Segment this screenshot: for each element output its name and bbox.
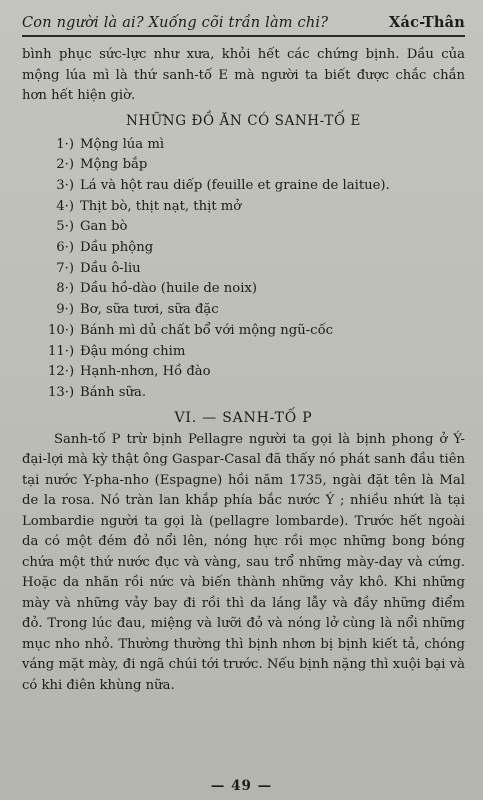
list-item-text: Mộng bắp (80, 157, 148, 173)
list-item (48, 321, 465, 342)
list-item-number: 3·) (56, 177, 74, 193)
list-item-text: Dầu hồ-dào (huile de noix) (80, 281, 258, 297)
list-item (48, 135, 465, 156)
list-item (48, 176, 465, 197)
list-item-number: 13·) (48, 384, 75, 400)
list-item (48, 279, 465, 300)
list-item-number: 9·) (56, 302, 74, 318)
list-item (48, 197, 465, 218)
running-head (22, 14, 465, 37)
section-title: VI. — SANH-TỐ P (174, 409, 313, 426)
section-paragraph: Sanh-tố P trừ bịnh Pellagre người ta gọi là bịnh phong ở Ý-đại-lợi mà kỳ thật ông Gaspar-Casal đã thấy nó phát sanh đầu tiên tại nước Y-pha-nho (Espagne) hồi năm 1735, ngài đặt tên là Mal de la rosa. Nó tràn lan khắp phía bắc nước Ý ; nhiều nhứt là tại Lombardie người ta gọi là (pellagre lombarde). Trước hết ngoài da có một đém đỏ nổi lên, nóng hực rồi mọc những bong bóng chứa một thứ nước đục và vàng, sau trổ những mày-day và cứng. Hoặc da nhăn rồi nức và biến thành những vảy khô. Khi những mày và những vảy bay đi rồi thì da láng lẫy và đầy những điểm đỏ. Trong lúc đau, miệng và lưỡi đỏ và nóng lở cùng là nổi những mục nho nhỏ. Thường thường thì bịnh nhơn bị bịnh kiết tả, chóng váng mặt mày, đi ngã chúi tới trước. Nếu bịnh nặng thì xuội bại và có khi điên khùng nữa. (22, 431, 465, 693)
list-item-text: Bơ, sữa tươi, sữa đặc (80, 302, 219, 318)
list-item-text: Lá và hột rau diếp (feuille et graine de laitue). (80, 177, 390, 193)
list-item (48, 259, 465, 280)
list-item (48, 300, 465, 321)
list-item-text: Bánh sữa. (80, 384, 147, 400)
page-number: — 49 — (210, 778, 273, 794)
list-item-text: Gan bò (80, 219, 128, 235)
list-item-number: 12·) (48, 364, 75, 380)
running-head-author: Xác-Thân (389, 14, 465, 31)
list-item (48, 155, 465, 176)
foods-list (22, 135, 465, 404)
list-item (48, 342, 465, 363)
list-item-text: Hạnh-nhơn, Hồ đào (80, 364, 211, 380)
list-item-number: 8·) (56, 281, 74, 297)
list-item-number: 4·) (56, 198, 74, 214)
running-head-title: Con người là ai? Xuống cõi trần làm chi? (22, 15, 329, 31)
list-item-number: 11·) (48, 343, 75, 359)
intro-paragraph: bình phục sức-lực như xưa, khỏi hết các chứng bịnh. Dầu của mộng lúa mì là thứ sanh-tố E mà người ta biết được chắc chắn hơn hết hiện giờ. (22, 47, 465, 103)
list-item-text: Thịt bò, thịt nạt, thịt mở (80, 198, 242, 214)
list-item (48, 217, 465, 238)
list-item-number: 2·) (56, 157, 74, 173)
list-item (48, 362, 465, 383)
list-item-text: Dầu phộng (80, 240, 154, 256)
list-item-number: 10·) (48, 322, 75, 338)
list-item-number: 1·) (56, 136, 74, 152)
list-item-text: Mộng lúa mì (80, 136, 165, 152)
foods-heading: NHỮNG ĐỒ ĂN CÓ SANH-TỐ E (126, 112, 361, 129)
list-item-number: 5·) (56, 219, 74, 235)
list-item-text: Dầu ô-liu (80, 260, 141, 276)
list-item-number: 7·) (56, 260, 74, 276)
list-item (48, 238, 465, 259)
list-item-text: Bánh mì dủ chất bổ với mộng ngũ-cốc (80, 322, 334, 338)
list-item-text: Đậu móng chim (80, 343, 186, 359)
list-item (48, 383, 465, 404)
list-item-number: 6·) (56, 240, 74, 256)
